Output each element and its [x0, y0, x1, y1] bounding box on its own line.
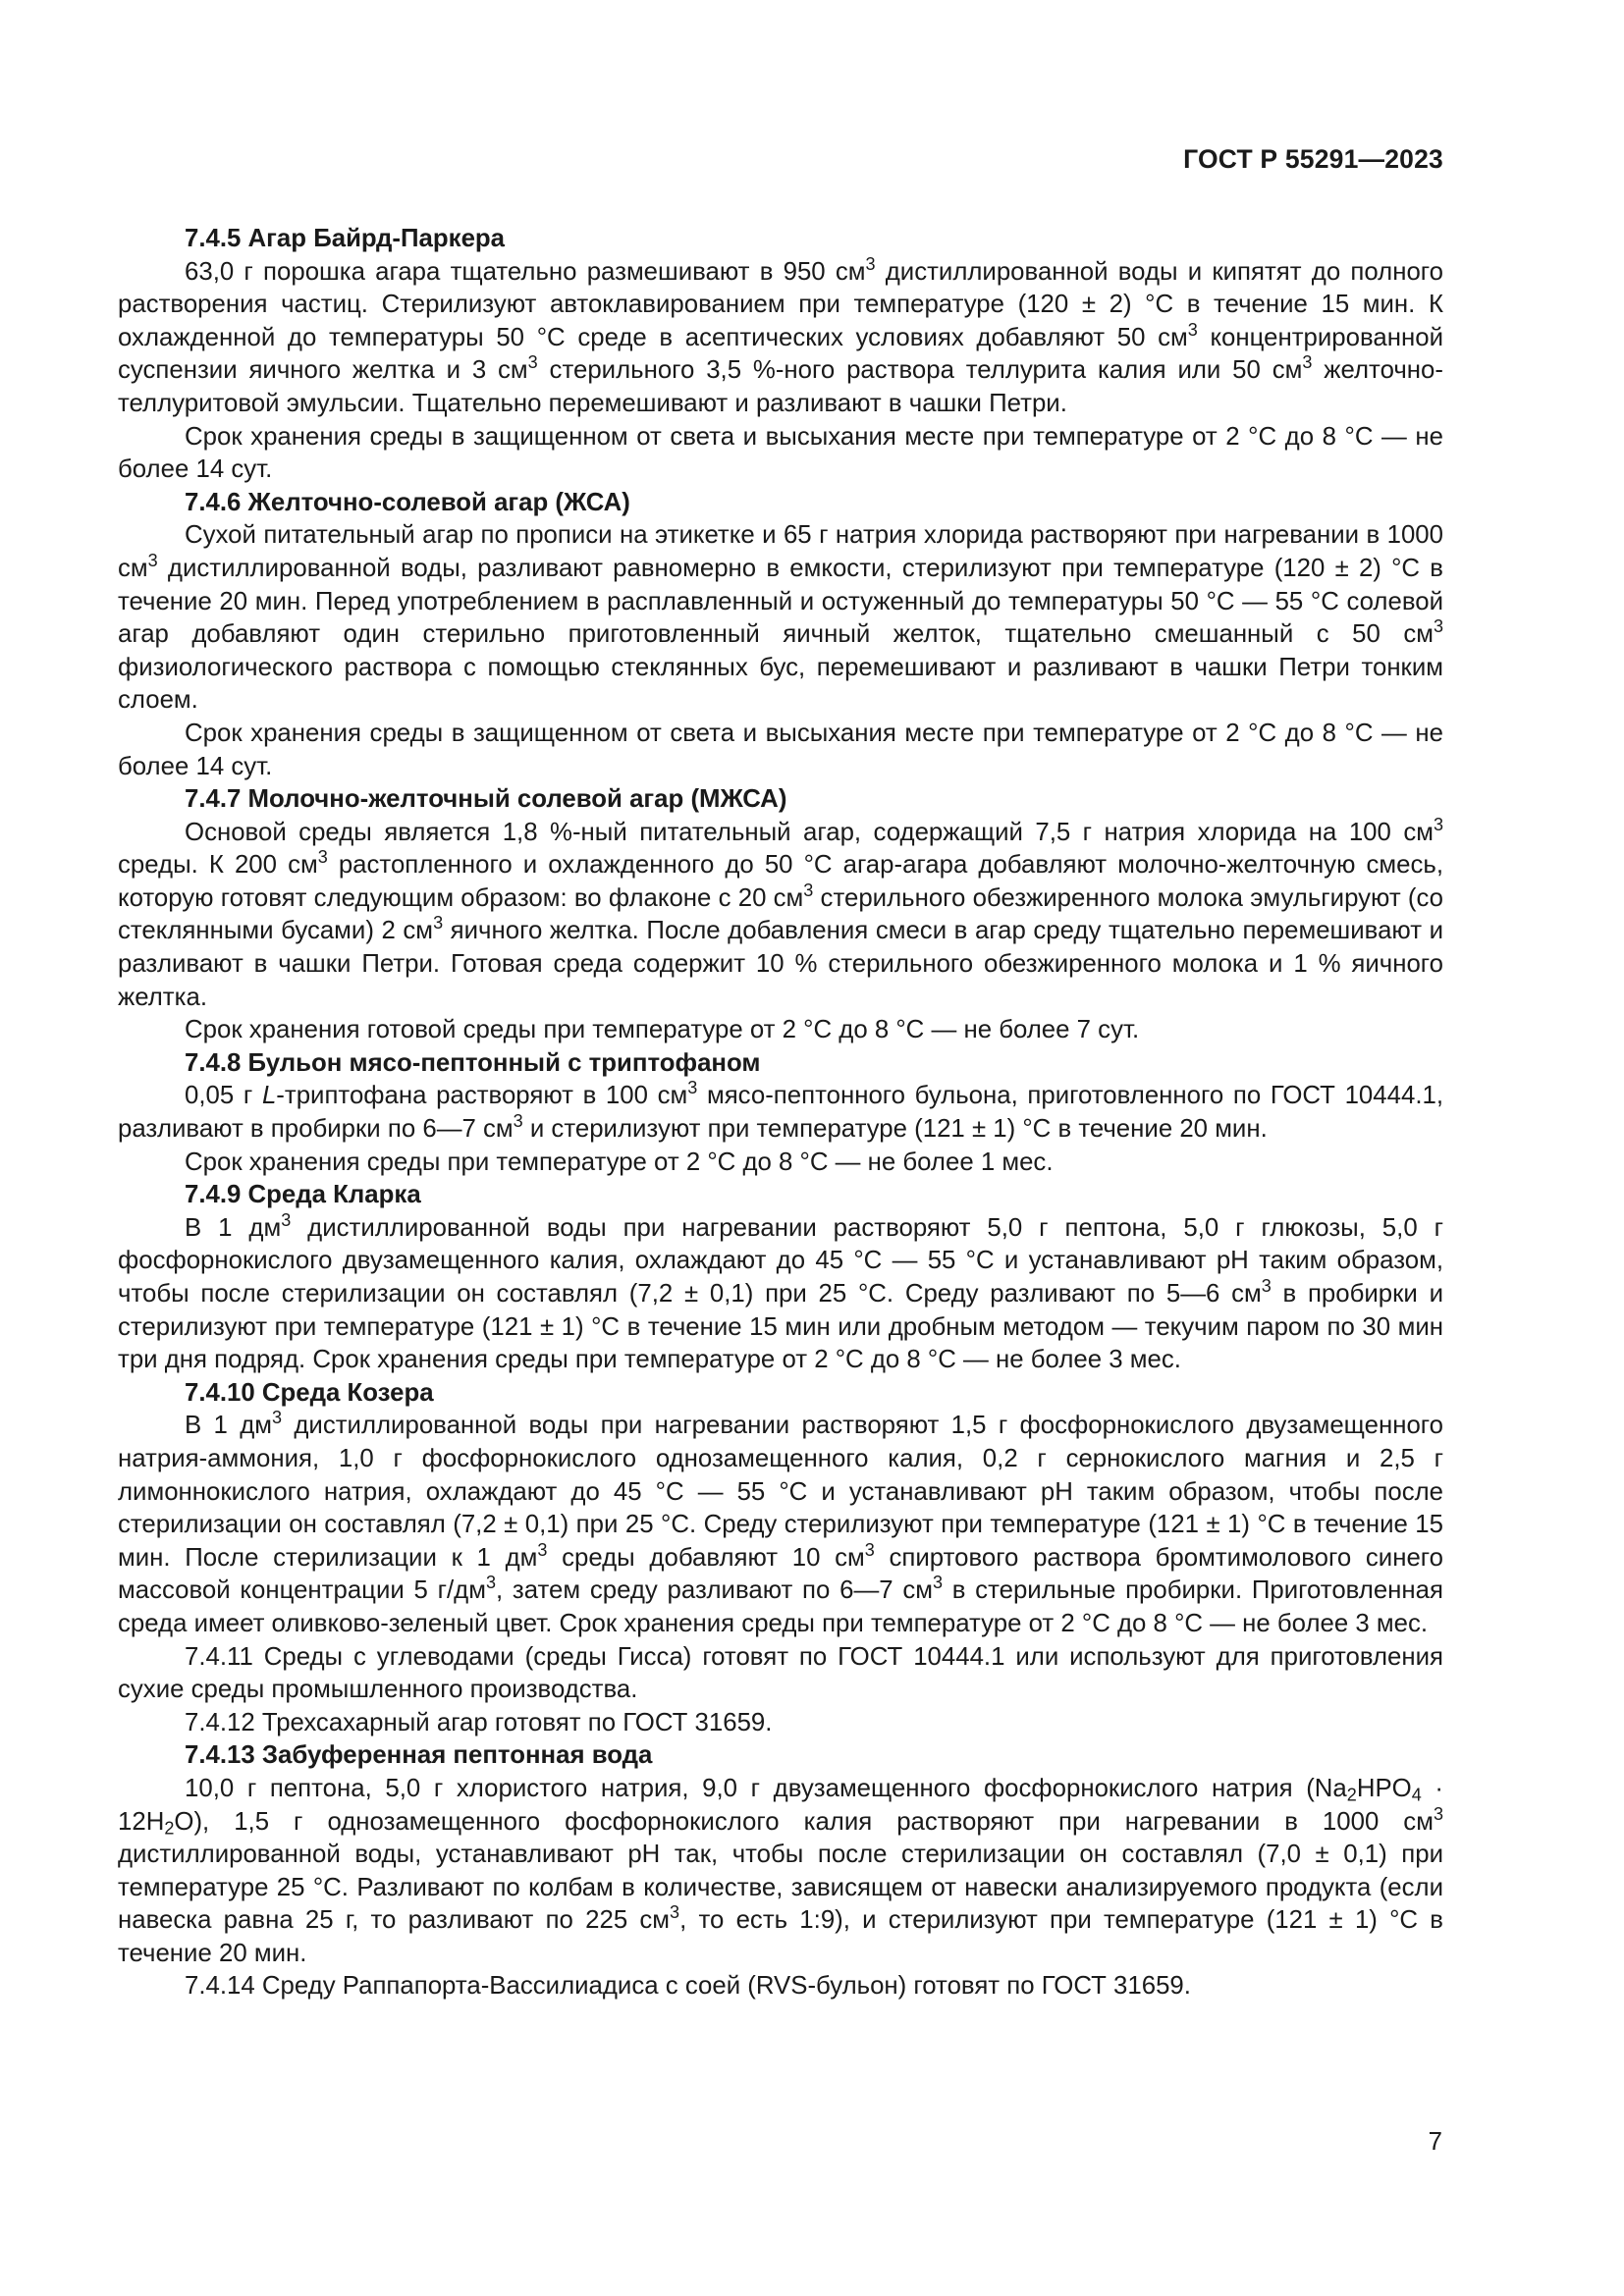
paragraph: 63,0 г порошка агара тщательно размешивают в 950 $см^3$ дистиллированной воды и кипятят до полного растворения частиц. Стерилизуют автоклавированием при температуре (120 ± 2) °C в течение 15 мин. К охлажденной до температуры 50 °C среде в асептических условиях добавляют 50 $см^3$ концентрированной суспензии яичного желтка и 3 $см^3$ стерильного 3,5 %-ного раствора теллурита калия или 50 $см^3$ желточно-теллуритовой эмульсии. Тщательно перемешивают и разливают в чашки Петри.: [118, 253, 1443, 417]
document-body: [118, 223, 1443, 2003]
paragraph: Срок хранения среды при температуре от 2 °C до 8 °C — не более 1 мес.: [185, 1148, 1054, 1176]
section-heading-7-4-5: 7.4.5 Агар Байрд-Паркера: [185, 225, 506, 252]
section-heading-7-4-13: 7.4.13 Забуференная пептонная вода: [185, 1741, 653, 1770]
paragraph: В 1 $дм^3$ дистиллированной воды при нагревании растворяют 1,5 г фосфорнокислого двузамещенного натрия-аммония, 1,0 г фосфорнокислого однозамещенного калия, 0,2 г сернокислого магния и 2,5 г лимоннокислого натрия, охлаждают до 45 °C — 55 °C и устанавливают pH таким образом, чтобы после стерилизации он составлял (7,2 ± 0,1) при 25 °C. Среду стерилизуют при температуре (121 ± 1) °C в течение 15 мин. После стерилизации к 1 $дм^3$ среды добавляют 10 $см^3$ спиртового раствора бромтимолового синего массовой концентрации 5 $г/дм^3$, затем среду разливают по 6—7 $см^3$ в стерильные пробирки. Приготовленная среда имеет оливково-зеленый цвет. Срок хранения среды при температуре от 2 °C до 8 °C — не более 3 мес.: [118, 1408, 1444, 1637]
paragraph-7-4-14: 7.4.14 Среду Раппапорта-Вассилиадиса с соей (RVS-бульон) готовят по ГОСТ 31659.: [185, 1972, 1191, 2001]
paragraph-7-4-12: 7.4.12 Трехсахарный агар готовят по ГОСТ 31659.: [185, 1708, 773, 1736]
paragraph: 0,05 г L-триптофана растворяют в 100 $см^3$ мясо-пептонного бульона, приготовленного по ГОСТ 10444.1, разливают в пробирки по 6—7 $см^3$ и стерилизуют при температуре (121 ± 1) °C в течение 20 мин.: [118, 1078, 1444, 1144]
paragraph: Срок хранения готовой среды при температуре от 2 °C до 8 °C — не более 7 сут.: [185, 1016, 1140, 1044]
page-number: 7: [1428, 2128, 1442, 2156]
section-heading-7-4-6: 7.4.6 Желточно-солевой агар (ЖСА): [185, 488, 630, 516]
document-header: ГОСТ Р 55291—2023: [1183, 144, 1443, 174]
section-heading-7-4-7: 7.4.7 Молочно-желточный солевой агар (МЖСА): [185, 785, 787, 814]
paragraph: 10,0 г пептона, 5,0 г хлористого натрия, 9,0 г двузамещенного фосфорнокислого натрия $(Na_2HPO_4 \cdot 12H_2O)$, 1,5 г однозамещенного фосфорнокислого калия растворяют при нагревании в 1000 $см^3$ дистиллированной воды, устанавливают pH так, чтобы после стерилизации он составлял (7,0 ± 0,1) при температуре 25 °C. Разливают по колбам в количестве, зависящем от навески анализируемого продукта (если навеска равна 25 г, то разливают по 225 $см^3$, то есть 1:9), и стерилизуют при температуре (121 ± 1) °C в течение 20 мин.: [118, 1774, 1443, 1967]
paragraph: Срок хранения среды в защищенном от света и высыхания месте при температуре от 2 °C до 8 °C — не более 14 сут.: [118, 719, 1443, 780]
section-heading-7-4-10: 7.4.10 Среда Козера: [185, 1378, 434, 1407]
paragraph: Сухой питательный агар по прописи на этикетке и 65 г натрия хлорида растворяют при нагревании в 1000 $см^3$ дистиллированной воды, разливают равномерно в емкости, стерилизуют при температуре (120 ± 2) °C в течение 20 мин. Перед употреблением в расплавленный и остуженный до температуры 50 °C — 55 °C солевой агар добавляют один стерильно приготовленный яичный желток, тщательно смешанный с 50 $см^3$ физиологического раствора с помощью стеклянных бус, перемешивают и разливают в чашки Петри тонким слоем.: [118, 521, 1443, 715]
section-heading-7-4-9: 7.4.9 Среда Кларка: [185, 1181, 421, 1209]
paragraph: Основой среды является 1,8 %-ный питательный агар, содержащий 7,5 г натрия хлорида на 100 $см^3$ среды. К 200 $см^3$ растопленного и охлажденного до 50 °C агар-агара добавляют молочно-желточную смесь, которую готовят следующим образом: во флаконе с 20 $см^3$ стерильного обезжиренного молока эмульгируют (со стеклянными бусами) 2 $см^3$ яичного желтка. После добавления смеси в агар среду тщательно перемешивают и разливают в чашки Петри. Готовая среда содержит 10 % стерильного обезжиренного молока и 1 % яичного желтка.: [118, 814, 1443, 1011]
section-heading-7-4-8: 7.4.8 Бульон мясо-пептонный с триптофаном: [185, 1048, 761, 1077]
paragraph-7-4-11: 7.4.11 Среды с углеводами (среды Гисса) готовят по ГОСТ 10444.1 или используют для приготовления сухие среды промышленного производства.: [118, 1642, 1443, 1704]
paragraph: Срок хранения среды в защищенном от света и высыхания месте при температуре от 2 °C до 8 °C — не более 14 сут.: [118, 422, 1443, 484]
paragraph: В 1 $дм^3$ дистиллированной воды при нагревании растворяют 5,0 г пептона, 5,0 г глюкозы, 5,0 г фосфорнокислого двузамещенного калия, охлаждают до 45 °C — 55 °C и устанавливают pH таким образом, чтобы после стерилизации он составлял (7,2 ± 0,1) при 25 °C. Среду разливают по 5—6 $см^3$ в пробирки и стерилизуют при температуре (121 ± 1) °C в течение 15 мин или дробным методом — текучим паром по 30 мин три дня подряд. Срок хранения среды при температуре от 2 °C до 8 °C — не более 3 мес.: [118, 1209, 1443, 1374]
